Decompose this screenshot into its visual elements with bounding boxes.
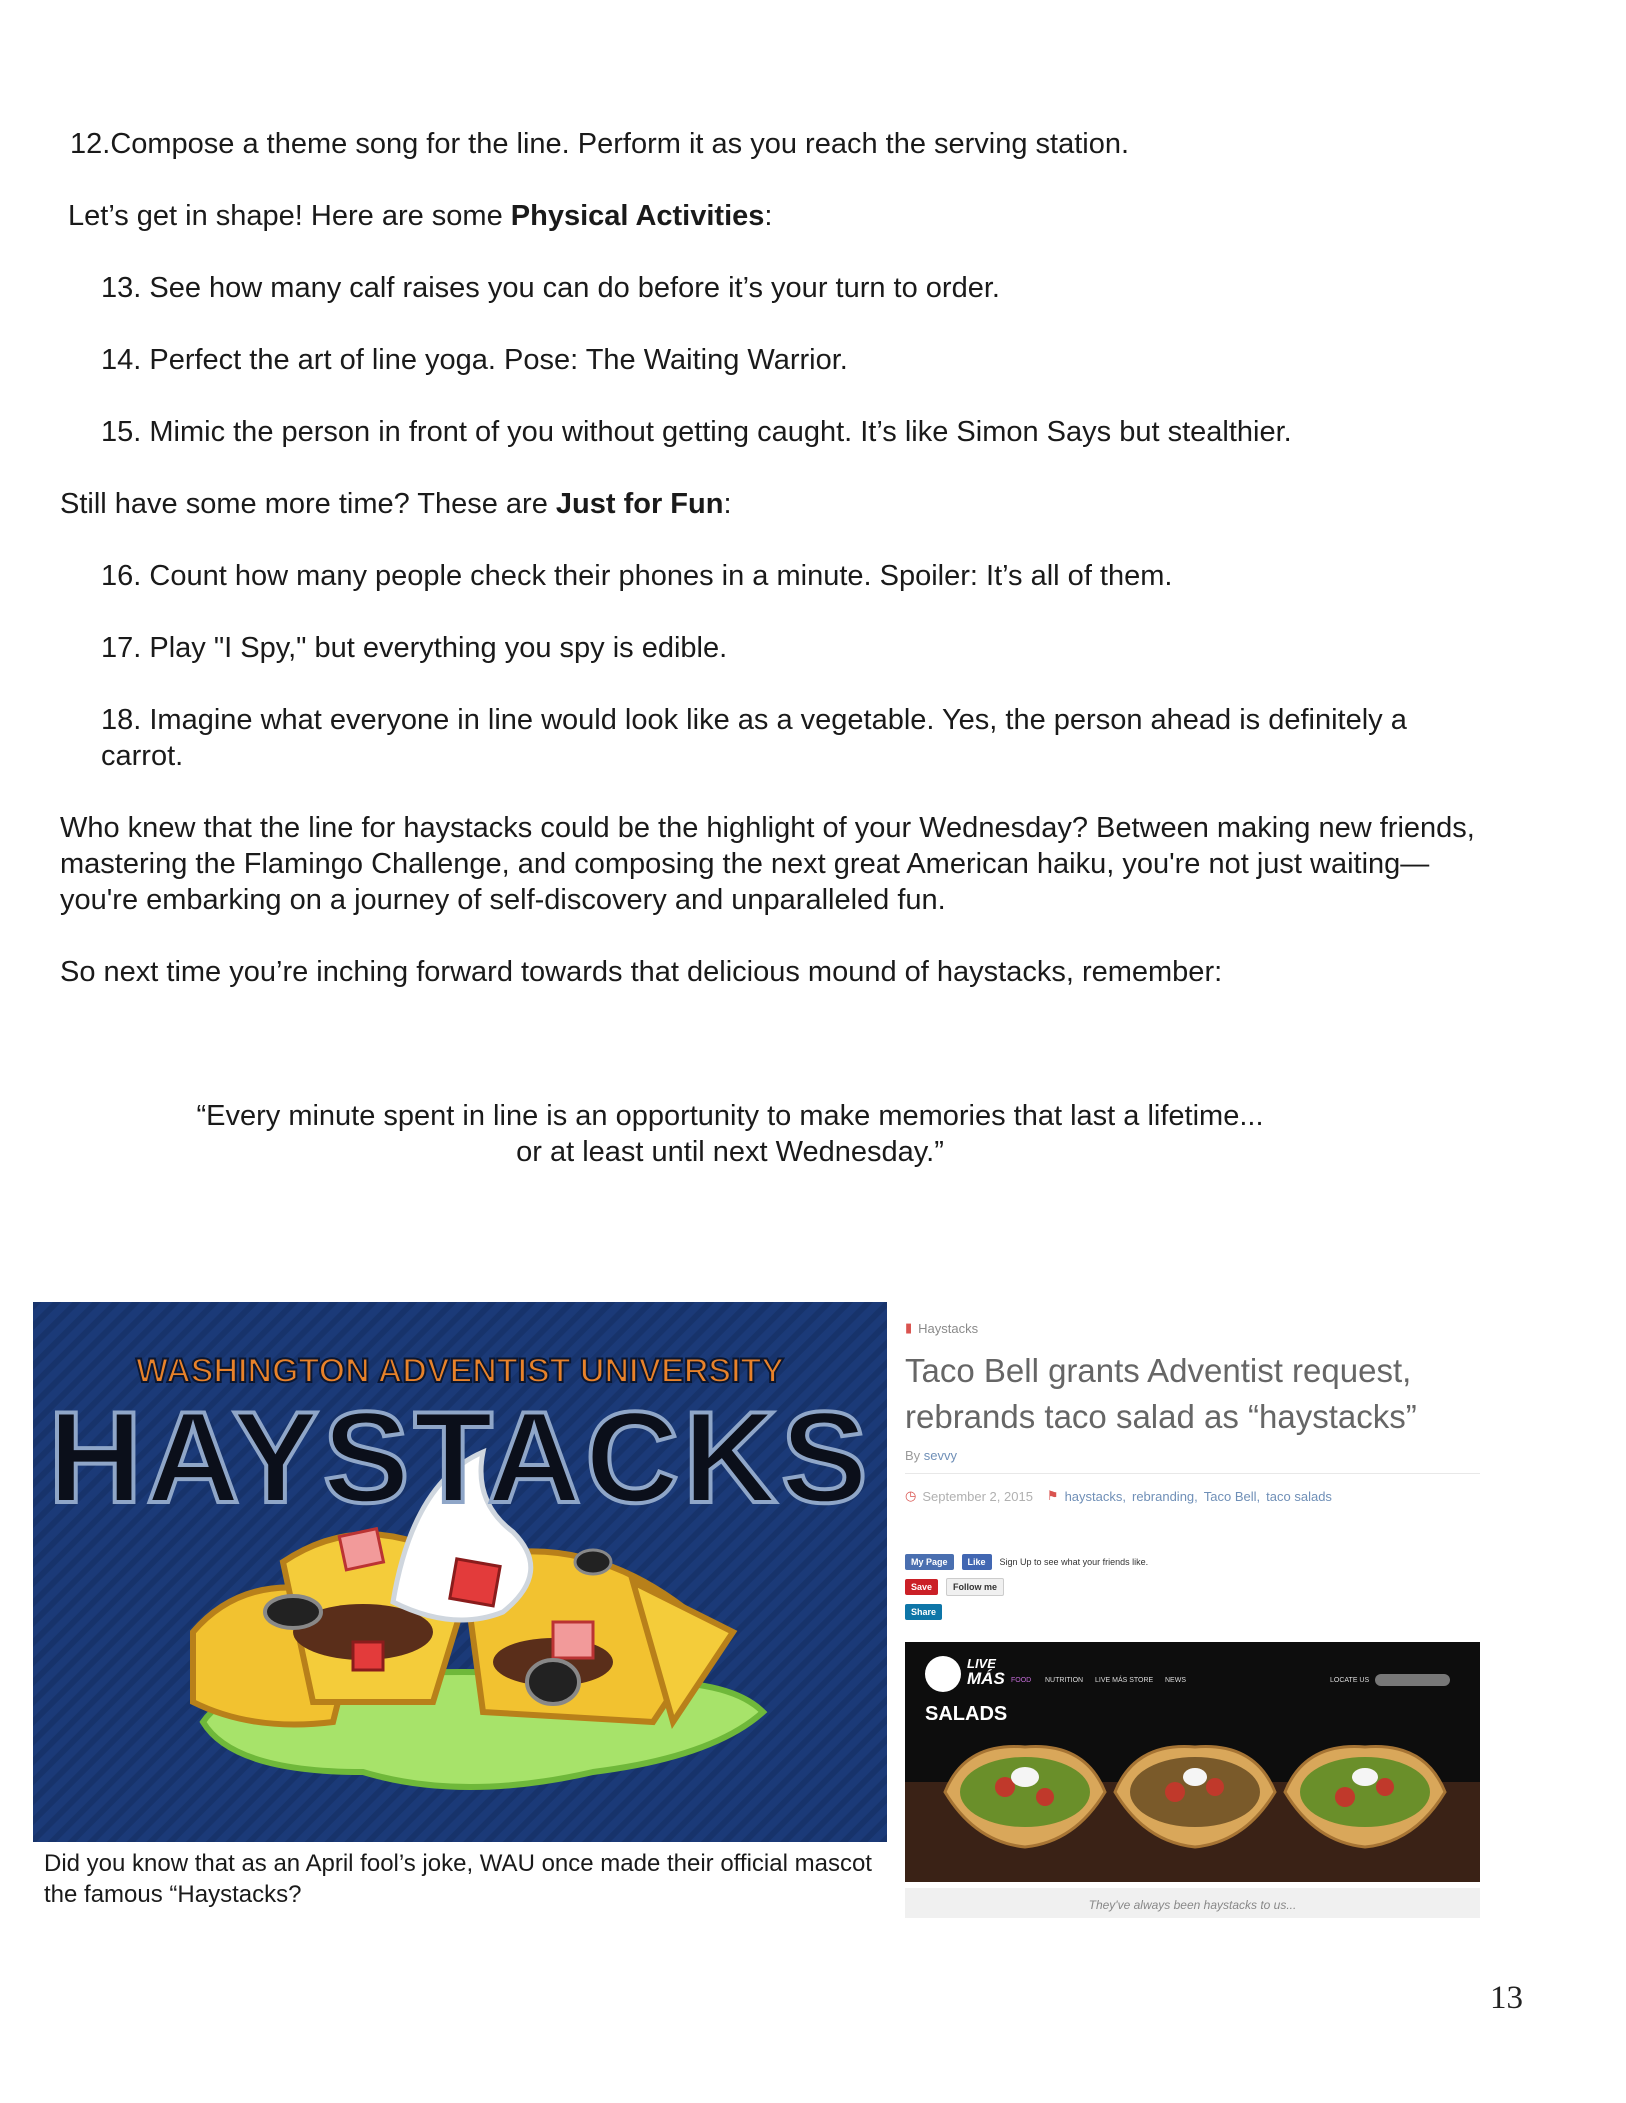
closing-paragraph: Who knew that the line for haystacks could be the highlight of your Wednesday? Between making new friends, mastering the Flamingo Challenge, and composing the next great American haiku, you're not just waiting—you're embarking on a journey of self-discovery and unparalleled fun. — [60, 812, 1475, 916]
banner-heading: SALADS — [925, 1703, 1008, 1725]
tag-link: Taco Bell, — [1203, 1488, 1261, 1504]
mascot-main-text: HAYSTACKS — [48, 1384, 872, 1530]
heading-bold: Just for Fun — [555, 488, 724, 520]
tag-link: rebranding, — [1132, 1488, 1198, 1504]
item-12: 12.Compose a theme song for the line. Perform it as you reach the serving station. — [70, 128, 1130, 160]
article-title: Taco Bell grants Adventist request, rebrands taco salad as “haystacks” — [905, 1352, 1417, 1435]
haystacks-mascot-image — [33, 1302, 887, 1842]
heading-text: Still have some more time? These are — [60, 488, 556, 520]
pinterest-save-button: Save — [905, 1579, 938, 1595]
item-14: 14. Perfect the art of line yoga. Pose: The Waiting Warrior. — [101, 344, 848, 376]
quote-line-1: “Every minute spent in line is an opportunity to make memories that last a lifetime... — [196, 1100, 1264, 1132]
nav-nutrition: NUTRITION — [1045, 1677, 1084, 1684]
article-category — [905, 1320, 1480, 1336]
just-for-fun-heading — [60, 486, 732, 522]
physical-activities-heading — [68, 198, 772, 234]
article-meta — [905, 1488, 1480, 1504]
banner-caption: They've always been haystacks to us... — [905, 1888, 1480, 1918]
taco-bell-salads-banner — [905, 1642, 1480, 1882]
nav-news: NEWS — [1165, 1677, 1186, 1684]
article-byline — [905, 1448, 1480, 1463]
fb-page-button: My Page — [905, 1554, 954, 1570]
author-link: sevvy — [923, 1448, 958, 1463]
page-number: 13 — [1490, 1980, 1523, 2016]
category-label: Haystacks — [918, 1320, 979, 1336]
mascot-top-text: WASHINGTON ADVENTIST UNIVERSITY — [136, 1352, 784, 1390]
heading-bold: Physical Activities — [510, 200, 765, 232]
follow-button: Follow me — [946, 1578, 1004, 1596]
closing-remember: So next time you’re inching forward towards that delicious mound of haystacks, remember: — [60, 956, 1223, 988]
item-18: 18. Imagine what everyone in line would look like as a vegetable. Yes, the person ahead is definitely a carrot. — [101, 704, 1407, 772]
article-clipping — [905, 1320, 1480, 1628]
brand-line-1: LIVE — [967, 1656, 996, 1671]
item-16: 16. Count how many people check their phones in a minute. Spoiler: It’s all of them. — [101, 560, 1173, 592]
brand-line-2: MÁS — [967, 1669, 1005, 1688]
item-17: 17. Play "I Spy," but everything you spy is edible. — [101, 632, 728, 664]
tag-icon: ⚑ — [1046, 1488, 1059, 1503]
heading-colon: : — [764, 200, 773, 232]
tag-link: haystacks, — [1064, 1488, 1126, 1504]
nav-store: LIVE MÁS STORE — [1095, 1677, 1154, 1684]
heading-colon: : — [723, 488, 732, 520]
mascot-caption: Did you know that as an April fool’s joke, WAU once made their official mascot the famous “Haystacks? — [44, 1850, 872, 1908]
by-label: By — [905, 1448, 921, 1463]
divider — [905, 1473, 1480, 1474]
nav-food: FOOD — [1011, 1677, 1032, 1684]
folder-icon: ▮ — [905, 1320, 913, 1335]
clock-icon: ◷ — [905, 1488, 917, 1503]
fb-signup-text: Sign Up to see what your friends like. — [999, 1557, 1149, 1567]
heading-text: Let’s get in shape! Here are some — [68, 200, 511, 232]
nav-locate: LOCATE US — [1330, 1677, 1370, 1684]
fb-like-button: Like — [962, 1554, 992, 1570]
linkedin-share-button: Share — [905, 1604, 942, 1620]
social-buttons — [905, 1554, 1480, 1620]
tag-link: taco salads — [1266, 1488, 1332, 1504]
quote-line-2: or at least until next Wednesday.” — [516, 1136, 944, 1168]
article-date: September 2, 2015 — [922, 1488, 1033, 1504]
item-13: 13. See how many calf raises you can do before it’s your turn to order. — [101, 272, 1000, 304]
item-15: 15. Mimic the person in front of you without getting caught. It’s like Simon Says but stealthier. — [101, 416, 1292, 448]
